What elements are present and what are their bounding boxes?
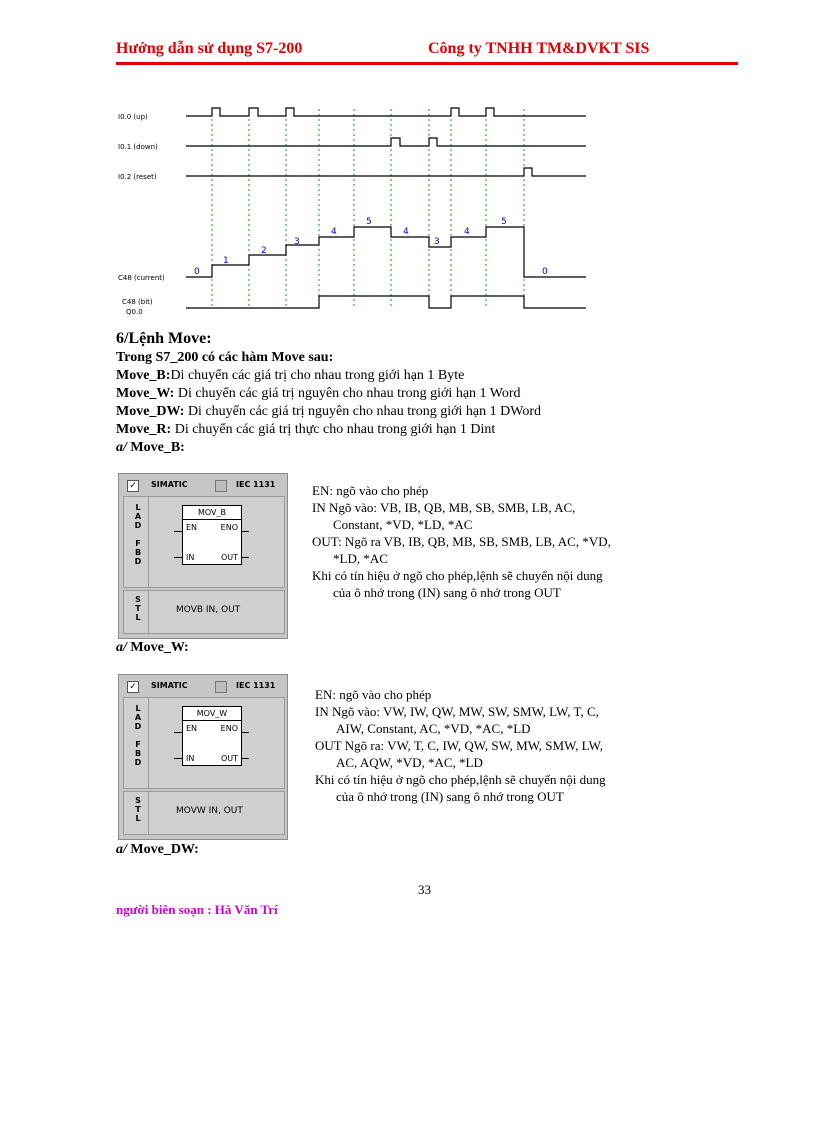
desc-line: EN: ngõ vào cho phép — [312, 483, 429, 498]
desc-line: IN Ngõ vào: VW, IW, QW, MW, SW, SMW, LW, T, C, — [315, 704, 599, 719]
en-wire — [174, 531, 182, 532]
out-wire — [241, 758, 249, 759]
header-rule — [116, 62, 738, 65]
stl-pane — [123, 590, 285, 634]
count-label: 0 — [542, 267, 548, 277]
desc-line: OUT Ngõ ra: VW, T, C, IW, QW, SW, MW, SMW, LW, — [315, 738, 603, 753]
wave-i02 — [186, 168, 586, 176]
move-name: Move_B: — [116, 368, 171, 383]
move-text: Di chuyển các giá trị thực cho nhau trong giới hạn 1 Dint — [171, 422, 496, 437]
pin-eno: ENO — [220, 523, 238, 532]
mov-block — [182, 505, 242, 565]
timing-svg — [116, 97, 586, 325]
tab-iec1131[interactable]: IEC 1131 — [236, 681, 276, 690]
subheading-move-b — [116, 440, 185, 456]
move-text: Di chuyển các giá trị nguyên cho nhau trong giới hạn 1 DWord — [184, 404, 542, 419]
label-i01: I0.1 (down) — [118, 143, 158, 151]
simatic-checkbox[interactable]: ✓ — [127, 480, 139, 492]
move-name: Move_W: — [116, 386, 175, 401]
eno-wire — [241, 732, 249, 733]
count-label: 3 — [434, 237, 440, 247]
author-credit: người biên soạn : Hà Văn Trí — [116, 902, 278, 917]
label-i02: I0.2 (reset) — [118, 173, 157, 181]
sub-prefix: a/ — [116, 640, 127, 655]
pin-en: EN — [186, 523, 198, 532]
sub-text: Move_DW: — [126, 842, 199, 857]
panel-tabs — [121, 677, 285, 695]
stl-command: MOVB IN, OUT — [176, 605, 241, 615]
label-q00: Q0.0 — [126, 308, 143, 316]
pane-divider — [148, 698, 149, 788]
pin-in: IN — [186, 754, 195, 763]
in-wire — [174, 758, 182, 759]
movw-panel — [118, 674, 288, 840]
desc-line: AIW, Constant, AC, *VD, *AC, *LD — [336, 721, 531, 736]
count-label: 2 — [261, 246, 267, 256]
count-label: 1 — [223, 256, 229, 266]
pin-in: IN — [186, 553, 195, 562]
wave-i01 — [186, 138, 586, 146]
desc-line: của ô nhớ trong (IN) sang ô nhớ trong OUT — [336, 789, 564, 804]
move-name: Move_R: — [116, 422, 172, 437]
pin-out: OUT — [220, 553, 238, 562]
count-label: 4 — [464, 227, 470, 237]
count-label: 4 — [331, 227, 337, 237]
section-title: 6/Lệnh Move: — [116, 330, 212, 347]
tab-simatic[interactable]: SIMATIC — [151, 681, 188, 690]
desc-line: Khi có tín hiệu ở ngõ cho phép,lệnh sẽ chuyển nội dung — [315, 772, 606, 787]
wave-c48-bit — [186, 296, 586, 308]
movb-panel — [118, 473, 288, 639]
movb-description — [312, 482, 611, 601]
wave-c48-current — [186, 227, 586, 277]
simatic-checkbox[interactable]: ✓ — [127, 681, 139, 693]
pane-divider — [148, 591, 149, 633]
desc-line: Khi có tín hiệu ở ngõ cho phép,lệnh sẽ chuyển nội dung — [312, 568, 603, 583]
desc-line: của ô nhớ trong (IN) sang ô nhớ trong OUT — [333, 585, 561, 600]
mov-block — [182, 706, 242, 766]
lad-label: L A D — [134, 503, 142, 530]
label-c48-current: C48 (current) — [118, 274, 165, 282]
timing-guides — [212, 109, 524, 309]
stl-command: MOVW IN, OUT — [176, 806, 243, 816]
desc-line: IN Ngõ vào: VB, IB, QB, MB, SB, SMB, LB, AC, — [312, 500, 576, 515]
ladder-pane — [123, 697, 285, 789]
pane-divider — [148, 792, 149, 834]
move-item — [116, 422, 495, 438]
iec-checkbox[interactable] — [215, 480, 227, 492]
pane-divider — [148, 497, 149, 587]
stl-pane — [123, 791, 285, 835]
pin-eno: ENO — [220, 724, 238, 733]
move-text: Di chuyển các giá trị nguyên cho nhau trong giới hạn 1 Word — [174, 386, 521, 401]
header-company: Công ty TNHH TM&DVKT SIS — [428, 40, 650, 57]
desc-line: EN: ngõ vào cho phép — [315, 687, 432, 702]
count-label: 4 — [403, 227, 409, 237]
count-label: 5 — [501, 217, 507, 227]
subheading-move-w — [116, 640, 189, 656]
block-rule — [183, 519, 241, 520]
desc-line: *LD, *AC — [333, 551, 388, 566]
sub-text: Move_B: — [126, 440, 185, 455]
en-wire — [174, 732, 182, 733]
desc-line: OUT: Ngõ ra VB, IB, QB, MB, SB, SMB, LB, AC, *VD, — [312, 534, 611, 549]
move-name: Move_DW: — [116, 404, 185, 419]
sub-prefix: a/ — [116, 842, 127, 857]
count-label: 3 — [294, 237, 300, 247]
label-i00: I0.0 (up) — [118, 113, 148, 121]
tab-simatic[interactable]: SIMATIC — [151, 480, 188, 489]
block-title: MOV_B — [197, 508, 227, 517]
in-wire — [174, 557, 182, 558]
pin-en: EN — [186, 724, 198, 733]
lad-label: L A D — [134, 704, 142, 731]
timing-diagram — [116, 97, 586, 325]
out-wire — [241, 557, 249, 558]
fbd-label: F B D — [134, 539, 142, 566]
panel-tabs — [121, 476, 285, 494]
desc-line: Constant, *VD, *LD, *AC — [333, 517, 473, 532]
subheading-move-dw — [116, 842, 199, 858]
stl-label: S T L — [135, 796, 141, 823]
move-item — [116, 368, 464, 384]
section-intro: Trong S7_200 có các hàm Move sau: — [116, 350, 334, 365]
move-item — [116, 404, 541, 420]
tab-iec1131[interactable]: IEC 1131 — [236, 480, 276, 489]
label-c48-bit: C48 (bit) — [122, 298, 153, 306]
block-rule — [183, 720, 241, 721]
wave-i00 — [186, 108, 586, 116]
block-title: MOV_W — [196, 709, 228, 718]
count-label: 0 — [194, 267, 200, 277]
stl-label: S T L — [135, 595, 141, 622]
page-number: 33 — [418, 882, 431, 897]
iec-checkbox[interactable] — [215, 681, 227, 693]
header-title: Hướng dẫn sử dụng S7-200 — [116, 40, 303, 57]
ladder-pane — [123, 496, 285, 588]
desc-line: AC, AQW, *VD, *AC, *LD — [336, 755, 483, 770]
movw-description — [315, 686, 606, 805]
move-item — [116, 386, 521, 402]
pin-out: OUT — [220, 754, 238, 763]
eno-wire — [241, 531, 249, 532]
count-label: 5 — [366, 217, 372, 227]
sub-text: Move_W: — [126, 640, 189, 655]
sub-prefix: a/ — [116, 440, 127, 455]
fbd-label: F B D — [134, 740, 142, 767]
move-text: Di chuyển các giá trị cho nhau trong giới hạn 1 Byte — [170, 368, 465, 383]
